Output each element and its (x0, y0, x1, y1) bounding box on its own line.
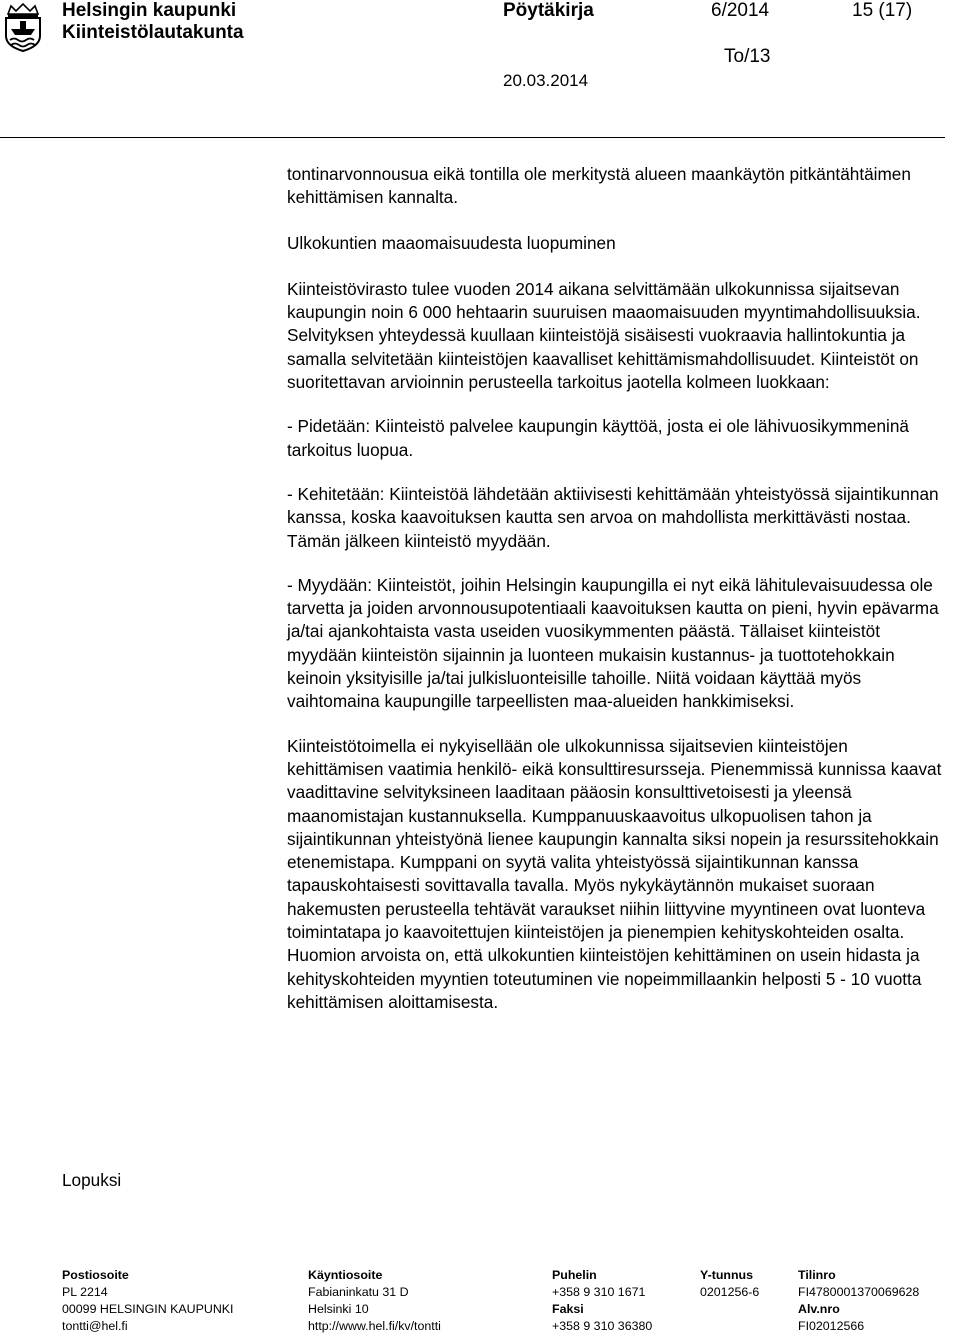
footer-value: +358 9 310 1671 (552, 1285, 646, 1299)
footer-label: Käyntiosoite (308, 1268, 383, 1282)
unit-name: Kiinteistölautakunta (62, 22, 244, 43)
item-number: To/13 (724, 46, 771, 67)
footer-phone (552, 1267, 652, 1335)
meeting-date: 20.03.2014 (503, 71, 589, 90)
section-label: Lopuksi (62, 1170, 122, 1190)
footer-label: Alv.nro (798, 1302, 840, 1316)
footer-value: PL 2214 (62, 1285, 108, 1299)
footer-label: Postiosoite (62, 1268, 129, 1282)
footer-value: 0201256-6 (700, 1285, 760, 1299)
main-content (287, 163, 947, 1014)
list-item: - Myydään: Kiinteistöt, joihin Helsingin kaupungilla ei nyt eikä lähitulevaisuudessa ole tarvetta ja joiden arvonnousupotentiaali kaavoituksen kautta on pieni, hyvin epävarma ja/tai ajankohtaista vasta useiden vuosikymmenten päästä. Tällaiset kiinteistöt myydään kiinteistön sijainnin ja luonteen mukaisin kustannus- ja tuottotehokkain keinoin yksityisille ja/tai julkisluonteisille tahoille. Niitä voidaan käyttää myös vaihtomaina kaupungille tarpeellisten maa-alueiden hankkimiseksi. (287, 574, 939, 712)
paragraph: Kiinteistövirasto tulee vuoden 2014 aikana selvittämään ulkokunnissa sijaitsevan kaupungin noin 6 000 hehtaarin suuruisen maaomaisuuden myyntimahdollisuuksia. Selvityksen yhteydessä kuullaan kiinteistöjä sisäisesti vuokraavia hallintokuntia ja samalla selvitetään kiinteistöjen kaavalliset kehittämismahdollisuudet. Kiinteistöt on suoritettavan arvioinnin perusteella tarkoitus jaotella kolmeen luokkaan: (287, 278, 921, 393)
footer-postal (62, 1267, 233, 1335)
footer-business-id (700, 1267, 759, 1301)
footer-value: FI02012566 (798, 1319, 865, 1333)
header-divider (0, 137, 945, 138)
footer-url: http://www.hel.fi/kv/tontti (308, 1319, 441, 1333)
section-heading: Ulkokuntien maaomaisuudesta luopuminen (287, 232, 616, 253)
paragraph: Kiinteistötoimella ei nykyisellään ole ulkokunnissa sijaitsevien kiinteistöjen kehittämisen vaatimia henkilö- eikä konsulttiresursseja. Pienemmissä kunnissa kaavat vaadittavine selvityksineen laaditaan pääosin konsulttivetoisesti ja yleensä maanomistajan kustannuksella. Kumppanuuskaavoitus ulkopuolisen tahon ja sijaintikunnan yhteistyönä lienee kaupungin kannalta siksi nopein ja resurssitehokkain etenemistapa. Kumppani on syytä valita yhteistyössä sijaintikunnan kanssa tapauskohtaisesti sovittavalla tavalla. Myös nykykäytännön mukaiset suoraan hakemusten perusteella tehtävät varaukset niihin liittyvine myyntineen ovat luonteva toimintatapa jo kaavoitettujen kiinteistöjen ja pienempien kehityskohteiden osalta. Huomion arvoista on, että ulkokuntien kiinteistöjen kehittäminen on usein hidasta ja kehityskohteiden myyntien toteutuminen vie nopeimmillaankin helposti 5 - 10 vuotta kehittämisen aloittamisesta. (287, 735, 942, 1012)
footer-label: Y-tunnus (700, 1268, 753, 1282)
footer-value: +358 9 310 36380 (552, 1319, 653, 1333)
footer-email: tontti@hel.fi (62, 1319, 128, 1333)
footer-label: Faksi (552, 1302, 584, 1316)
footer-visit (308, 1267, 441, 1335)
doc-number: 6/2014 (711, 0, 770, 21)
footer-value: Helsinki 10 (308, 1302, 369, 1316)
paragraph: tontinarvonnousua eikä tontilla ole merkitystä alueen maankäytön pitkäntähtäimen kehittämisen kannalta. (287, 164, 911, 208)
helsinki-coat-of-arms-icon (2, 2, 44, 52)
footer-value: Fabianinkatu 31 D (308, 1285, 409, 1299)
doc-type: Pöytäkirja (503, 0, 594, 21)
org-name: Helsingin kaupunki (62, 0, 237, 21)
footer-label: Tilinro (798, 1268, 836, 1282)
list-item: - Kehitetään: Kiinteistöä lähdetään aktiivisesti kehittämään yhteistyössä sijaintikunnan kanssa, koska kaavoituksen kautta sen arvoa on mahdollista merkittävästi nostaa. Tämän jälkeen kiinteistö myydään. (287, 483, 939, 551)
page-number: 15 (17) (852, 0, 913, 21)
footer-value: 00099 HELSINGIN KAUPUNKI (62, 1302, 234, 1316)
footer-label: Puhelin (552, 1268, 597, 1282)
footer-value: FI4780001370069628 (798, 1285, 920, 1299)
footer-account (798, 1267, 919, 1335)
list-item: - Pidetään: Kiinteistö palvelee kaupungin käyttöä, josta ei ole lähivuosikymmeninä tarkoitus luopua. (287, 416, 909, 460)
